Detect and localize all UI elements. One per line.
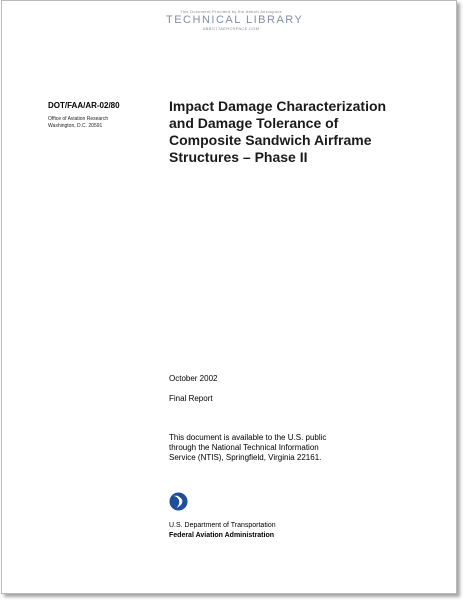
office-name: Office of Aviation Research [48, 116, 109, 122]
technical-library-banner [166, 9, 304, 39]
availability-line: Service (NTIS), Springfield, Virginia 22161. [169, 453, 322, 462]
department-name: U.S. Department of Transportation [169, 522, 276, 529]
report-number: DOT/FAA/AR-02/80 [48, 101, 120, 110]
dot-logo-icon [169, 492, 188, 511]
title-line: Composite Sandwich Airframe [169, 132, 372, 148]
document-page [1, 0, 457, 594]
availability-line: through the National Technical Information [169, 443, 319, 452]
title-line: Structures – Phase II [169, 149, 308, 165]
report-type: Final Report [169, 394, 213, 403]
office-city: Washington, D.C. 20591 [48, 123, 103, 129]
availability-statement [169, 433, 369, 463]
banner-title: TECHNICAL LIBRARY [166, 14, 304, 26]
office-address [48, 116, 108, 130]
report-title [169, 98, 429, 166]
banner-url: ABBOTTAEROSPACE.COM [202, 26, 260, 31]
report-date: October 2002 [169, 374, 218, 383]
title-line: and Damage Tolerance of [169, 115, 339, 131]
banner-tagline: This Document Provided by the Abbott Aerospace [179, 9, 283, 14]
administration-name: Federal Aviation Administration [169, 532, 275, 539]
title-line: Impact Damage Characterization [169, 98, 387, 114]
availability-line: This document is available to the U.S. public [169, 433, 327, 442]
